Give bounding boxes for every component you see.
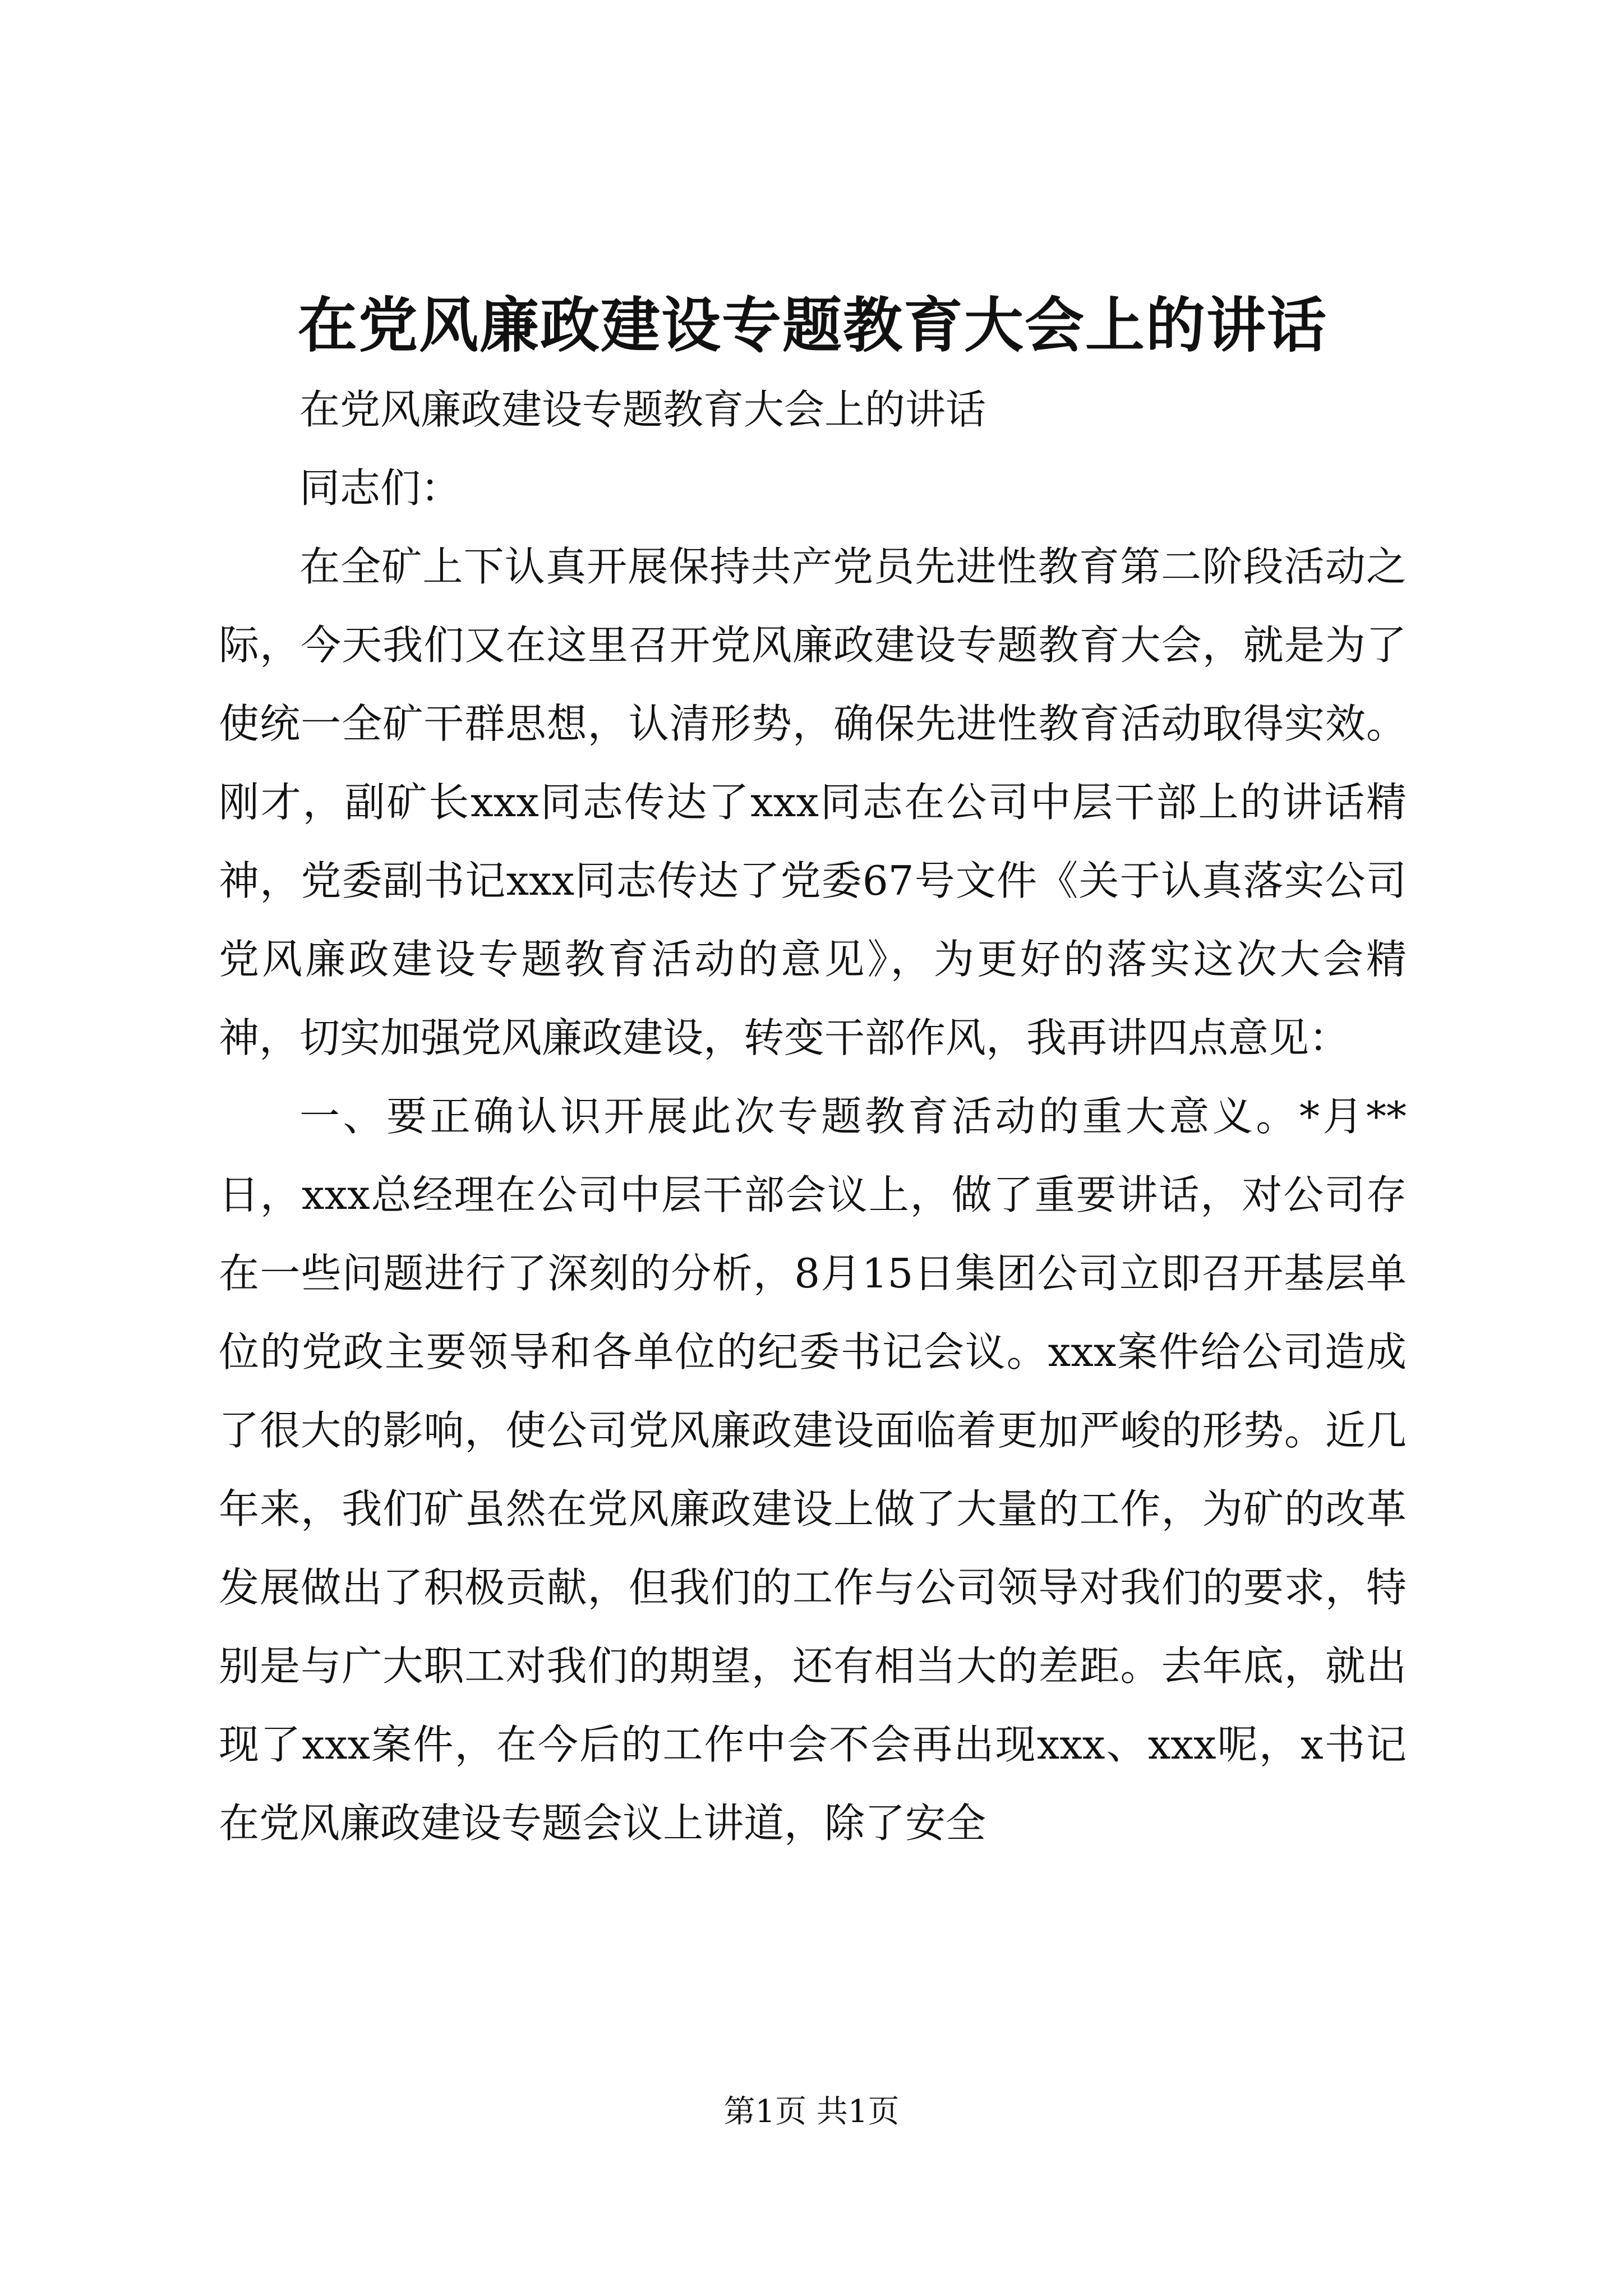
document-title: 在党风廉政建设专题教育大会上的讲话 [298, 290, 1327, 360]
page-footer: 第1页 共1页 [723, 2093, 900, 2130]
document-body [219, 280, 1407, 1862]
document-subtitle: 在党风廉政建设专题教育大会上的讲话 [299, 386, 986, 433]
salutation: 同志们： [299, 464, 462, 512]
paragraph-intro: 在全矿上下认真开展保持共产党员先进性教育第二阶段活动之际，今天我们又在这里召开党风廉政建设专题教育大会，就是为了使统一全矿干群思想，认清形势，确保先进性教育活动取得实效。刚才，副矿长xxx同志传达了xxx同志在公司中层干部上的讲话精神，党委副书记xxx同志传达了党委67号文件《关于认真落实公司党风廉政建设专题教育活动的意见》，为更好的落实这次大会精神，切实加强党风廉政建设，转变干部作风，我再讲四点意见： [219, 543, 1407, 1061]
paragraph-point-one: 一、要正确认识开展此次专题教育活动的重大意义。*月**日，xxx总经理在公司中层干部会议上，做了重要讲话，对公司存在一些问题进行了深刻的分析，8月15日集团公司立即召开基层单位的党政主要领导和各单位的纪委书记会议。xxx案件给公司造成了很大的影响，使公司党风廉政建设面临着更加严峻的形势。近几年来，我们矿虽然在党风廉政建设上做了大量的工作，为矿的改革发展做出了积极贡献，但我们的工作与公司领导对我们的要求，特别是与广大职工对我们的期望，还有相当大的差距。去年底，就出现了xxx案件，在今后的工作中会不会再出现xxx、xxx呢，x书记在党风廉政建设专题会议上讲道，除了安全 [219, 1093, 1407, 1847]
